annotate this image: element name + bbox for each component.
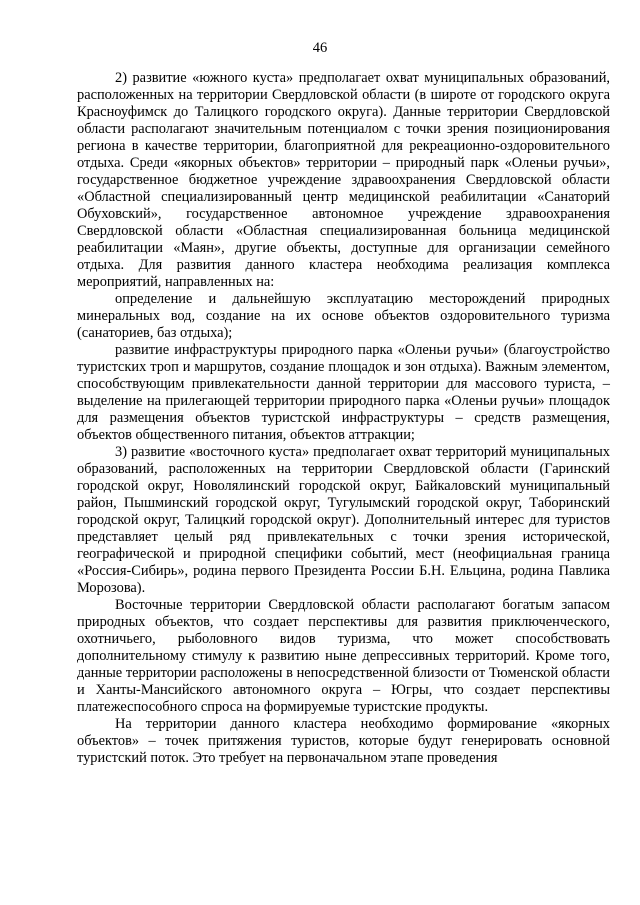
paragraph-eastern-territories: Восточные территории Свердловской области располагают богатым запасом природных объектов, что создает перспективы для развития приключенческого, охотничьего, рыболовного видов туризма, что может способствовать дополнительному стимулу к развитию ныне депрессивных территорий. Кроме того, данные территории расположены в непосредственной близости от Тюменской области и Ханты-Мансийского автономного округа – Югры, что создает перспективы платежеспособного спроса на формируемые туристские продукты. xyxy=(77,597,610,715)
paragraph-park-infrastructure: развитие инфраструктуры природного парка «Оленьи ручьи» (благоустройство туристских троп и маршрутов, создание площадок и зон отдыха). Важным элементом, способствующим привлекательности данной территории для массового туриста, – выделение на прилегающей территории природного парка «Оленьи ручьи» площадок для размещения объектов туристской инфраструктуры – средств размещения, объектов общественного питания, объектов аттракции; xyxy=(77,342,610,443)
paragraph-anchor-objects: На территории данного кластера необходимо формирование «якорных объектов» – точек притяжения туристов, которые будут генерировать основной туристский поток. Это требует на первоначальном этапе проведения xyxy=(77,716,610,766)
paragraph-south-cluster: 2) развитие «южного куста» предполагает охват муниципальных образований, расположенных на территории Свердловской области (в широте от городского округа Красноуфимск до Талицкого городского округа). Данные территории Свердловской области располагают значительным потенциалом с точки зрения позиционирования региона в качестве территории, благоприятной для рекреационно-оздоровительного отдыха. Среди «якорных объектов» территории – природный парк «Оленьи ручьи», государственное бюджетное учреждение здравоохранения Свердловской области «Областной специализированный центр медицинской реабилитации «Санаторий Обуховский», государственное автономное учреждение здравоохранения Свердловской области «Областная специализированная больница медицинской реабилитации «Маян», другие объекты, доступные для организации семейного отдыха. Для развития данного кластера необходима реализация комплекса мероприятий, направленных на: xyxy=(77,70,610,290)
paragraph-mineral-waters: определение и дальнейшую эксплуатацию месторождений природных минеральных вод, создание на их основе объектов оздоровительного туризма (санаториев, баз отдыха); xyxy=(77,291,610,341)
page-number: 46 xyxy=(312,40,328,56)
paragraph-east-cluster: 3) развитие «восточного куста» предполагает охват территорий муниципальных образований, расположенных на территории Свердловской области (Гаринский городской округ, Новолялинский городской округ, Байкаловский муниципальный район, Пышминский городской округ, Тугулымский городской округ, Таборинский городской округ, Талицкий городской округ). Дополнительный интерес для туристов представляет целый ряд привлекательных с точки зрения исторической, географической и природной специфики событий, мест (неофициальная граница «Россия-Сибирь», родина первого Президента России Б.Н. Ельцина, родина Павлика Морозова). xyxy=(77,444,610,596)
document-body xyxy=(77,70,610,767)
